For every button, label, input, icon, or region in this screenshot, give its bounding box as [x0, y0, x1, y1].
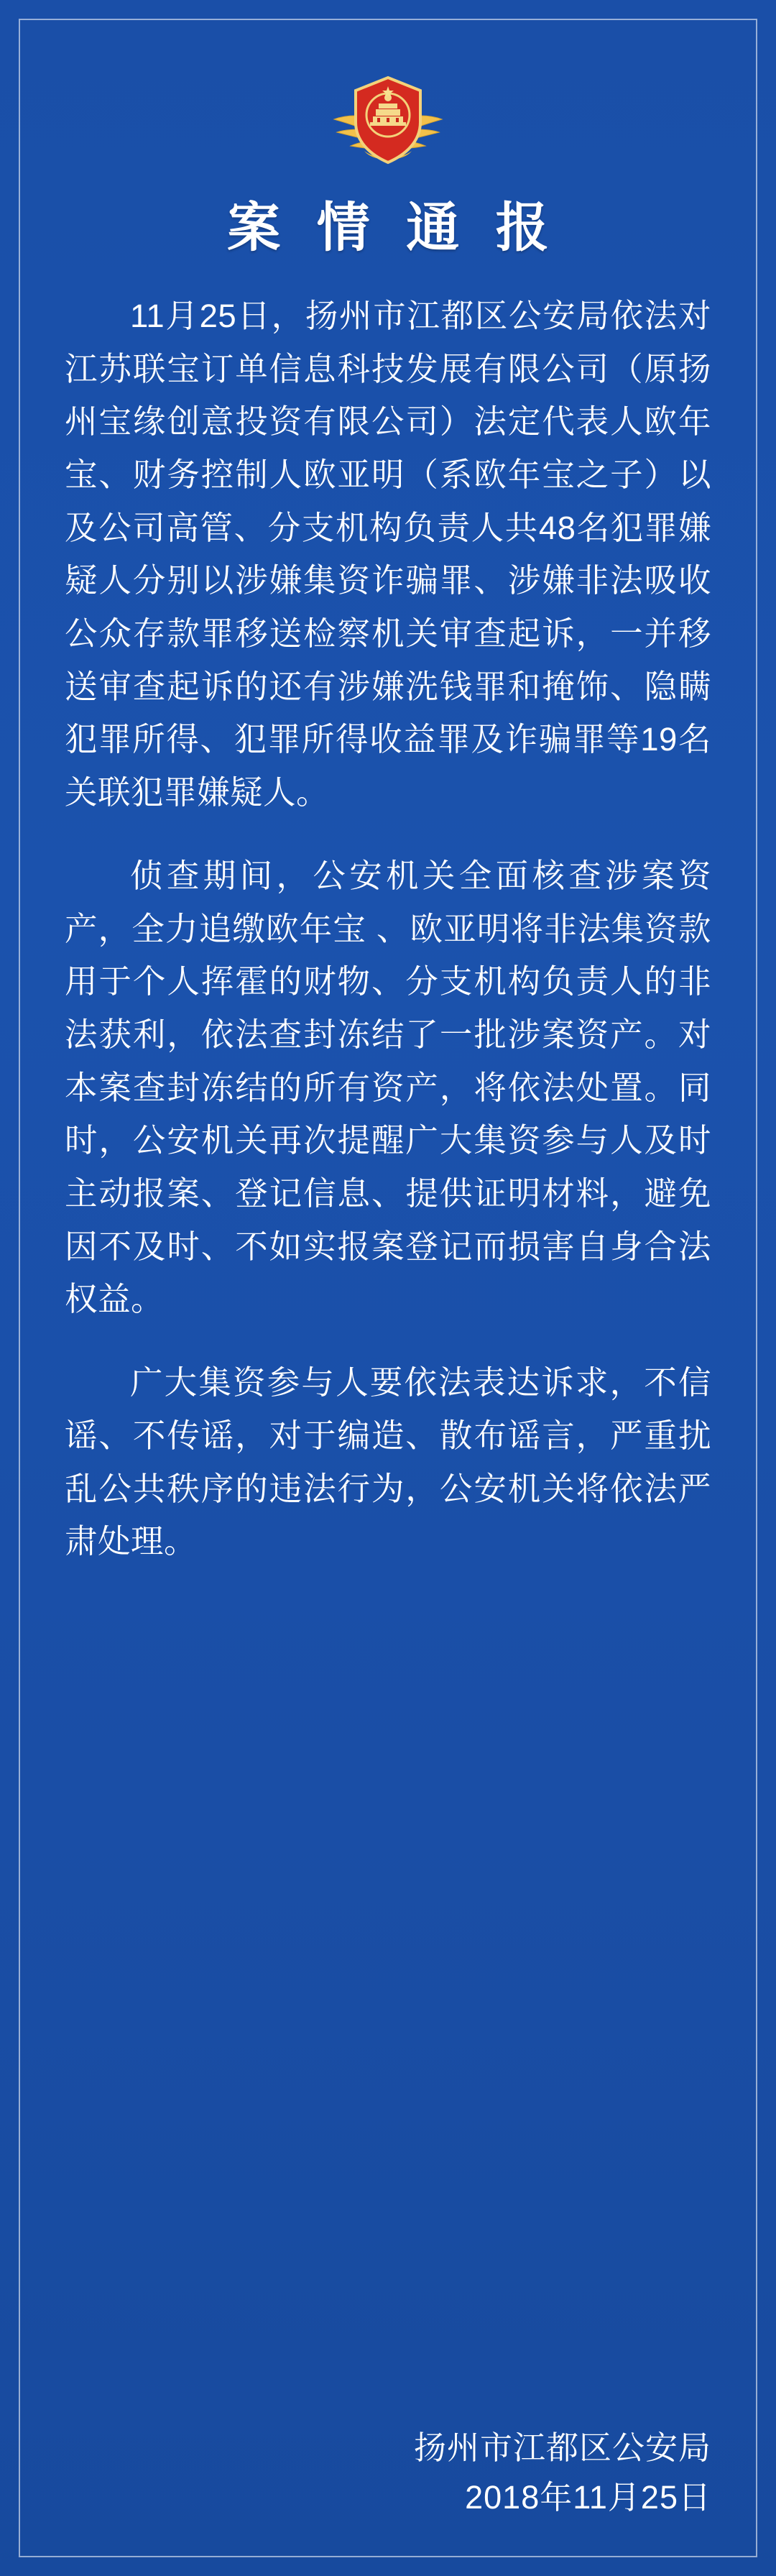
issue-date: 2018年11月25日 [465, 2479, 711, 2516]
paragraph-2: 侦查期间，公安机关全面核查涉案资产，全力追缴欧年宝 、欧亚明将非法集资款用于个人挥霍的财物、分支机构负责人的非法获利，依法查封冻结了一批涉案资产。对本案查封冻结的所有资产，将依法处置。同时，公安机关再次提醒广大集资参与人及时主动报案、登记信息、提供证明材料，避免因不及时、不如实报案登记而损害自身合法权益。 [65, 857, 711, 1318]
issuing-organization: 扬州市江都区公安局 [413, 2429, 711, 2466]
emblem-container [65, 72, 711, 180]
page-title: 案 情 通 报 [227, 199, 560, 258]
notice-body [65, 290, 711, 2404]
signature-block [65, 2423, 711, 2524]
poster-content [19, 19, 757, 2557]
police-emblem-icon [313, 72, 463, 180]
paragraph-1: 11月25日，扬州市江都区公安局依法对江苏联宝订单信息科技发展有限公司（原扬州宝缘创意投资有限公司）法定代表人欧年宝、财务控制人欧亚明（系欧年宝之子）以及公司高管、分支机构负责人共48名犯罪嫌疑人分别以涉嫌集资诈骗罪、涉嫌非法吸收公众存款罪移送检察机关审查起诉，一并移送审查起诉的还有涉嫌洗钱罪和掩饰、隐瞒犯罪所得、犯罪所得收益罪及诈骗罪等19名关联犯罪嫌疑人。 [65, 297, 711, 811]
paragraph-3: 广大集资参与人要依法表达诉求，不信谣、不传谣，对于编造、散布谣言，严重扰乱公共秩序的违法行为，公安机关将依法严肃处理。 [65, 1364, 711, 1560]
